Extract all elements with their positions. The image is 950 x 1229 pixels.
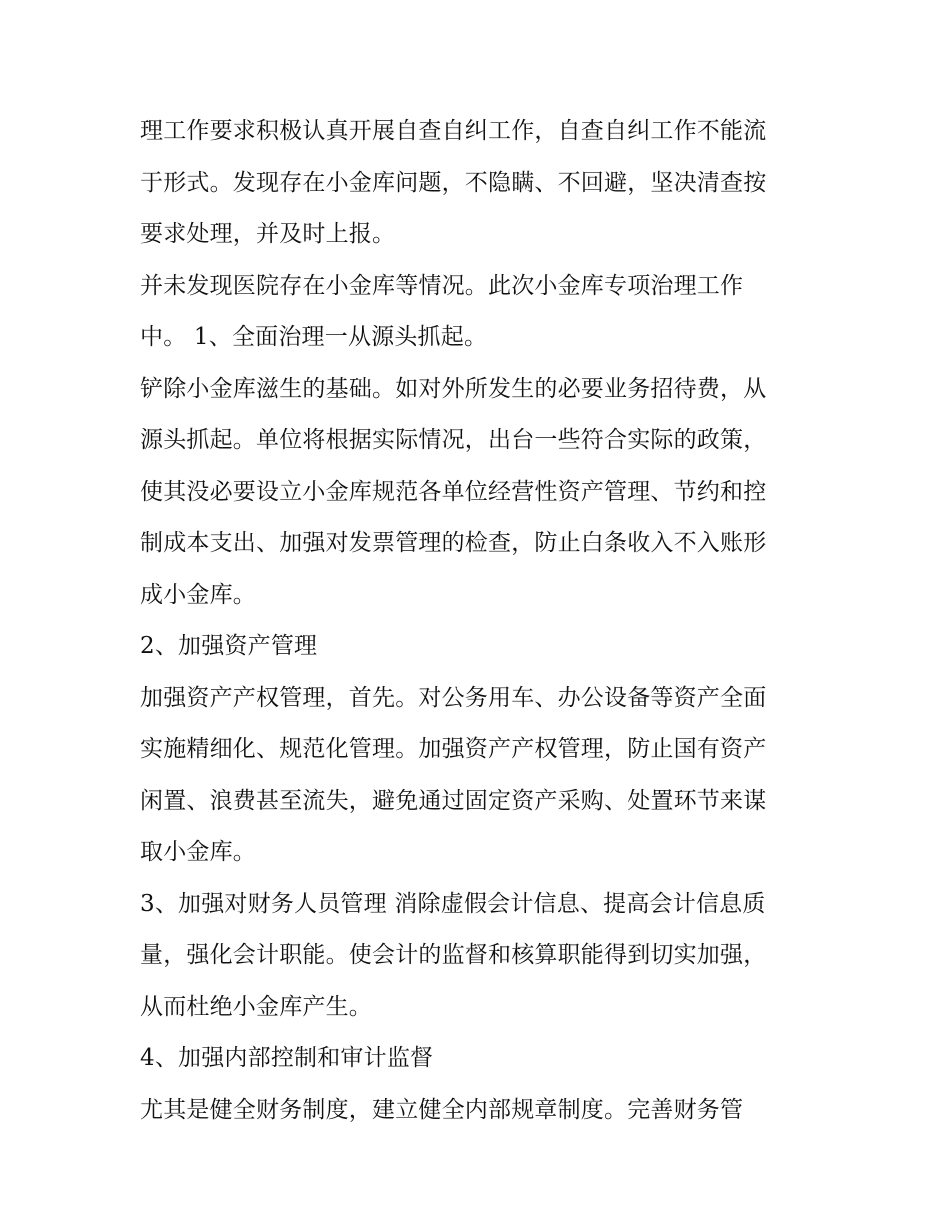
- text-line: 使其没必要设立小金库规范各单位经营性资产管理、节约和控: [140, 478, 767, 505]
- text-line: 源头抓起。单位将根据实际情况，出台一些符合实际的政策，: [140, 427, 767, 453]
- text-line: 中。 1、全面治理一从源头抓起。: [140, 324, 488, 350]
- text-line: 成小金库。: [140, 581, 256, 608]
- text-line: 并未发现医院存在小金库等情况。此次小金库专项治理工作: [140, 272, 744, 299]
- section-heading: 4、加强内部控制和审计监督: [140, 1045, 434, 1071]
- text-line: 铲除小金库滋生的基础。如对外所发生的必要业务招待费，从: [140, 375, 767, 402]
- text-line: 量，强化会计职能。使会计的监督和核算职能得到切实加强，: [140, 942, 767, 968]
- text-line: 闲置、浪费甚至流失，避免通过固定资产采购、处置环节来谋: [140, 787, 767, 814]
- text-line: 从而杜绝小金库产生。: [140, 993, 372, 1020]
- text-line: 要求处理，并及时上报。: [140, 221, 396, 247]
- section-heading: 3、加强对财务人员管理 消除虚假会计信息、提高会计信息质: [140, 890, 766, 917]
- text-line: 于形式。发现存在小金库问题，不隐瞒、不回避，坚决清查按: [140, 169, 767, 196]
- text-line: 加强资产产权管理，首先。对公务用车、办公设备等资产全面: [140, 684, 767, 711]
- text-line: 制成本支出、加强对发票管理的检查，防止白条收入不入账形: [140, 530, 767, 556]
- text-line: 实施精细化、规范化管理。加强资产产权管理，防止国有资产: [140, 736, 767, 762]
- section-heading: 2、加强资产管理: [140, 633, 318, 659]
- text-line: 尤其是健全财务制度，建立健全内部规章制度。完善财务管: [140, 1096, 744, 1123]
- document-body: [140, 106, 820, 1136]
- text-line: 理工作要求积极认真开展自查自纠工作，自查自纠工作不能流: [140, 118, 767, 144]
- text-line: 取小金库。: [140, 839, 256, 865]
